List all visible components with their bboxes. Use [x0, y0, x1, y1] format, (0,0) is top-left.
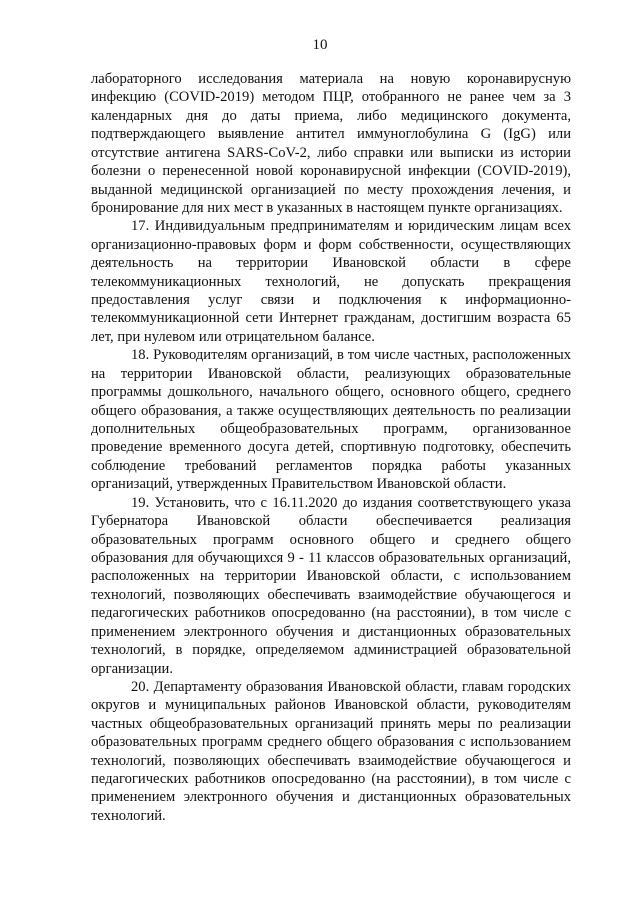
paragraph-17: 17. Индивидуальным предпринимателям и юридическим лицам всех организационно-правовых форм и форм собственности, осуществляющих деятельность на территории Ивановской области в сфере телекоммуникационных технологий, не допускать прекращения предоставления услуг связи и подключения к информационно-телекоммуникационной сети Интернет гражданам, достигшим возраста 65 лет, при нулевом или отрицательном балансе.: [91, 218, 571, 345]
paragraph-continuation: лабораторного исследования материала на новую коронавирусную инфекцию (COVID-2019) методом ПЦР, отобранного не ранее чем за 3 календарных дня до даты приема, либо медицинского документа, подтверждающего выявление антител иммуноглобулина G (IgG) или отсутствие антигена SARS-CoV-2, либо справки или выписки из истории болезни о перенесенной новой коронавирусной инфекции (COVID-2019), выданной медицинской организацией по месту прохождения лечения, и бронирование для них мест в указанных в настоящем пункте организациях.: [91, 71, 571, 216]
paragraph-18: 18. Руководителям организаций, в том числе частных, расположенных на территории Ивановской области, реализующих образовательные программы дошкольного, начального общего, основного общего, среднего общего образования, а также осуществляющих деятельность по реализации дополнительных общеобразовательных программ, организованное проведение временного досуга детей, спортивную подготовку, обеспечить соблюдение требований регламентов порядка работы указанных организаций, утвержденных Правительством Ивановской области.: [91, 347, 571, 493]
paragraph-20: 20. Департаменту образования Ивановской области, главам городских округов и муниципальных районов Ивановской области, руководителям частных общеобразовательных организаций принять меры по реализации образовательных программ среднего общего образования с использованием технологий, позволяющих обеспечивать взаимодействие обучающегося и педагогических работников опосредованно (на расстоянии), в том числе с применением электронного обучения и дистанционных образовательных технологий.: [91, 678, 571, 824]
page-number: 10: [312, 37, 328, 53]
document-body: [91, 70, 571, 825]
paragraph-19: 19. Установить, что с 16.11.2020 до издания соответствующего указа Губернатора Ивановской области обеспечивается реализация образовательных программ основного общего и среднего общего образования для обучающихся 9 - 11 классов образовательных организаций, расположенных на территории Ивановской области, с использованием технологий, позволяющих обеспечивать взаимодействие обучающегося и педагогических работников опосредованно (на расстоянии), в том числе с применением электронного обучения и дистанционных образовательных технологий, в порядке, определяемом администрацией образовательной организации.: [91, 494, 571, 677]
